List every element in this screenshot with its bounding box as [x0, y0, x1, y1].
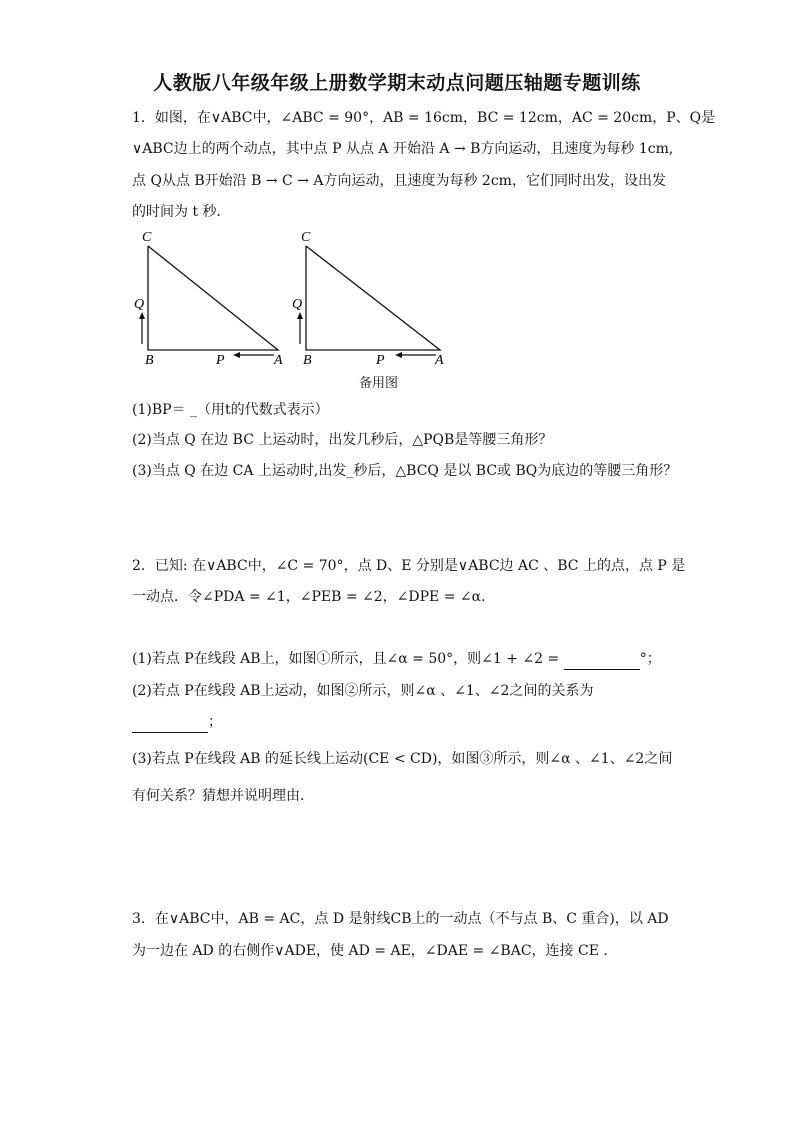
label-P: P	[376, 353, 385, 368]
triangle-2-outline	[306, 246, 440, 350]
label-Q: Q	[292, 297, 303, 312]
q2-line-1: 2．已知: 在∨ABC中，∠C = 70°，点 D、E 分别是∨ABC边 AC 、BC 上的点，点 P 是	[132, 558, 686, 574]
label-C: C	[142, 230, 152, 245]
q3-line-1: 3．在∨ABC中，AB = AC，点 D 是射线CB上的一动点（不与点 B、C 重合)，以 AD	[132, 911, 669, 927]
label-A: A	[274, 353, 283, 368]
q2-sub-1	[132, 649, 661, 670]
q1-sub-1: (1)BP＝ _（用t的代数式表示）	[132, 402, 329, 418]
answer-blank	[564, 649, 640, 670]
q3-line-2: 为一边在 AD 的右侧作∨ADE，使 AD = AE，∠DAE = ∠BAC，连接 CE .	[132, 943, 608, 959]
q2-sub-1-text: (1)若点 P在线段 AB上，如图①所示，且∠α = 50°，则∠1 + ∠2 =	[132, 651, 564, 667]
label-B: B	[303, 353, 312, 368]
label-P: P	[216, 353, 225, 368]
q2-sub-2: (2)若点 P在线段 AB上运动，如图②所示，则∠α 、∠1、∠2之间的关系为	[132, 683, 594, 699]
triangle-1-outline	[148, 246, 278, 350]
triangle-2	[292, 230, 444, 368]
q1-line-3: 点 Q从点 B开始沿 B → C → A方向运动，且速度为每秒 2cm，它们同时出发，设出发	[132, 173, 666, 189]
figure-caption: 备用图	[359, 376, 399, 391]
arrow-up-head	[297, 312, 303, 319]
label-C: C	[301, 230, 311, 245]
q2-sub-2-end: ；	[208, 714, 222, 730]
label-A: A	[435, 353, 444, 368]
arrow-left-head	[233, 352, 240, 358]
q1-line-4: 的时间为 t 秒．	[132, 204, 231, 220]
arrow-left-head	[395, 352, 402, 358]
arrow-up-head	[139, 312, 145, 319]
label-B: B	[145, 353, 154, 368]
page-title: 人教版八年级年级上册数学期末动点问题压轴题专题训练	[153, 72, 641, 94]
q2-line-2: 一动点．令∠PDA = ∠1，∠PEB = ∠2，∠DPE = ∠α．	[132, 589, 496, 605]
q1-sub-2: (2)当点 Q 在边 BC 上运动时，出发几秒后，△PQB是等腰三角形？	[132, 432, 553, 448]
q2-sub-3-cont: 有何关系？猜想并说明理由．	[132, 788, 314, 804]
triangle-1	[134, 230, 283, 368]
answer-blank	[132, 712, 208, 733]
label-Q: Q	[134, 297, 145, 312]
q2-sub-2-blank-line	[132, 712, 222, 733]
q1-line-2: ∨ABC边上的两个动点，其中点 P 从点 A 开始沿 A → B方向运动，且速度为每秒 1cm,	[132, 141, 674, 157]
q2-sub-3: (3)若点 P在线段 AB 的延长线上运动(CE < CD)，如图③所示，则∠α 、∠1、∠2之间	[132, 751, 673, 767]
q1-figure	[128, 226, 468, 375]
q2-sub-1-unit: °；	[639, 651, 661, 667]
q1-line-1: 1．如图，在∨ABC中，∠ABC = 90°，AB = 16cm，BC = 12cm，AC = 20cm，P、Q是	[132, 110, 716, 126]
q1-sub-3: (3)当点 Q 在边 CA 上运动时,出发_秒后，△BCQ 是以 BC或 BQ为底边的等腰三角形？	[132, 463, 678, 479]
right-triangles-diagram	[128, 226, 468, 371]
